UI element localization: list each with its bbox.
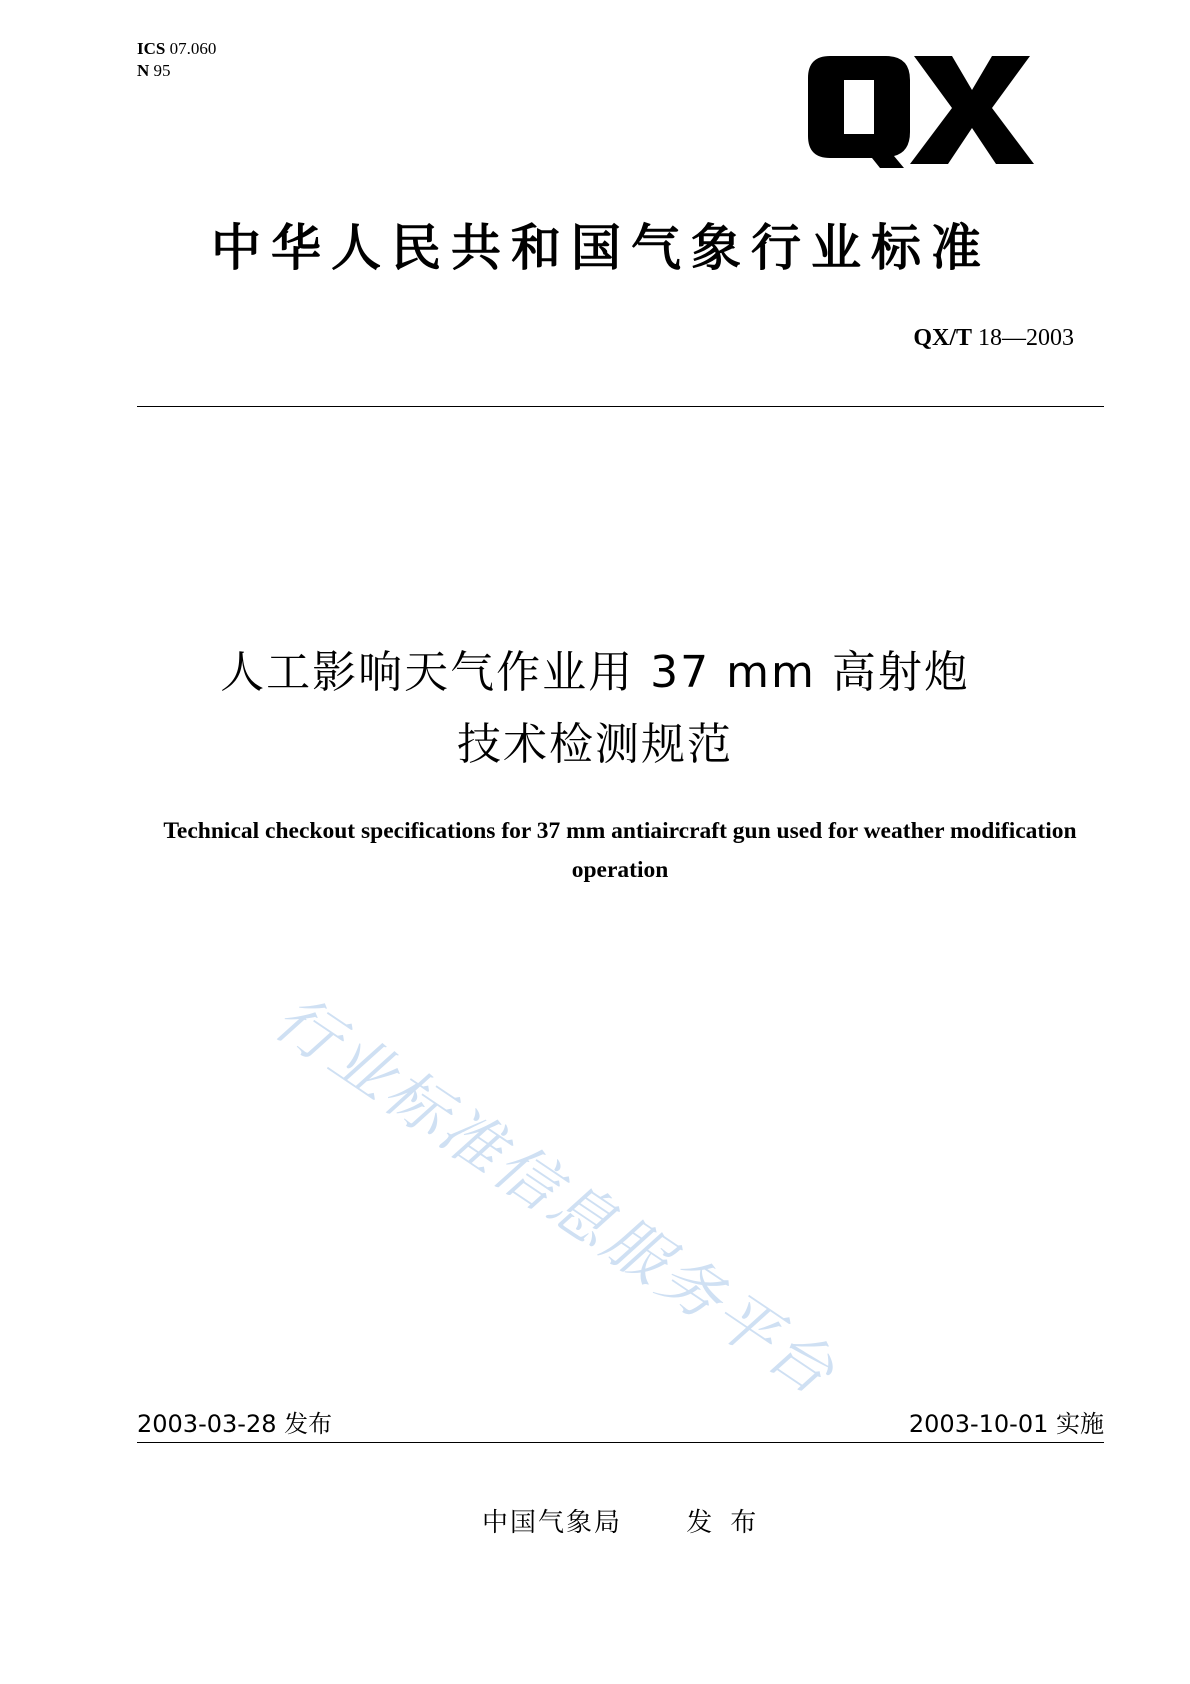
- ics-label: ICS: [137, 39, 166, 58]
- implementation-date: 2003-10-01 实施: [908, 1410, 1104, 1438]
- classification-codes: [137, 38, 216, 82]
- qx-logo: [808, 52, 1036, 174]
- english-title: Technical checkout specifications for 37 mm antiaircraft gun used for weather modification operation: [163, 818, 1077, 883]
- standard-number-value: 18—2003: [978, 325, 1074, 351]
- ics-code: 07.060: [169, 39, 217, 58]
- chinese-title-line2: 技术检测规范: [457, 719, 733, 770]
- chinese-title-line1: 人工影响天气作业用 37 mm 高射炮: [220, 647, 970, 698]
- issuer: [482, 1502, 774, 1539]
- ics-line: [137, 38, 216, 60]
- ccs-label: N: [137, 61, 150, 80]
- standard-number: [913, 325, 1074, 352]
- footer-divider: [137, 1442, 1104, 1443]
- issue-date: 2003-03-28 发布: [137, 1410, 333, 1438]
- watermark: 行业标准信息服务平台: [261, 980, 850, 1411]
- issuer-organization: 中国气象局: [482, 1508, 623, 1538]
- header-divider: [137, 406, 1104, 407]
- standard-category-title: 中华人民共和国气象行业标准: [211, 219, 991, 277]
- ccs-line: [137, 60, 216, 82]
- ccs-code: 95: [153, 61, 171, 80]
- issuer-action: 发布: [686, 1508, 775, 1538]
- standard-number-prefix: QX/T: [913, 325, 972, 351]
